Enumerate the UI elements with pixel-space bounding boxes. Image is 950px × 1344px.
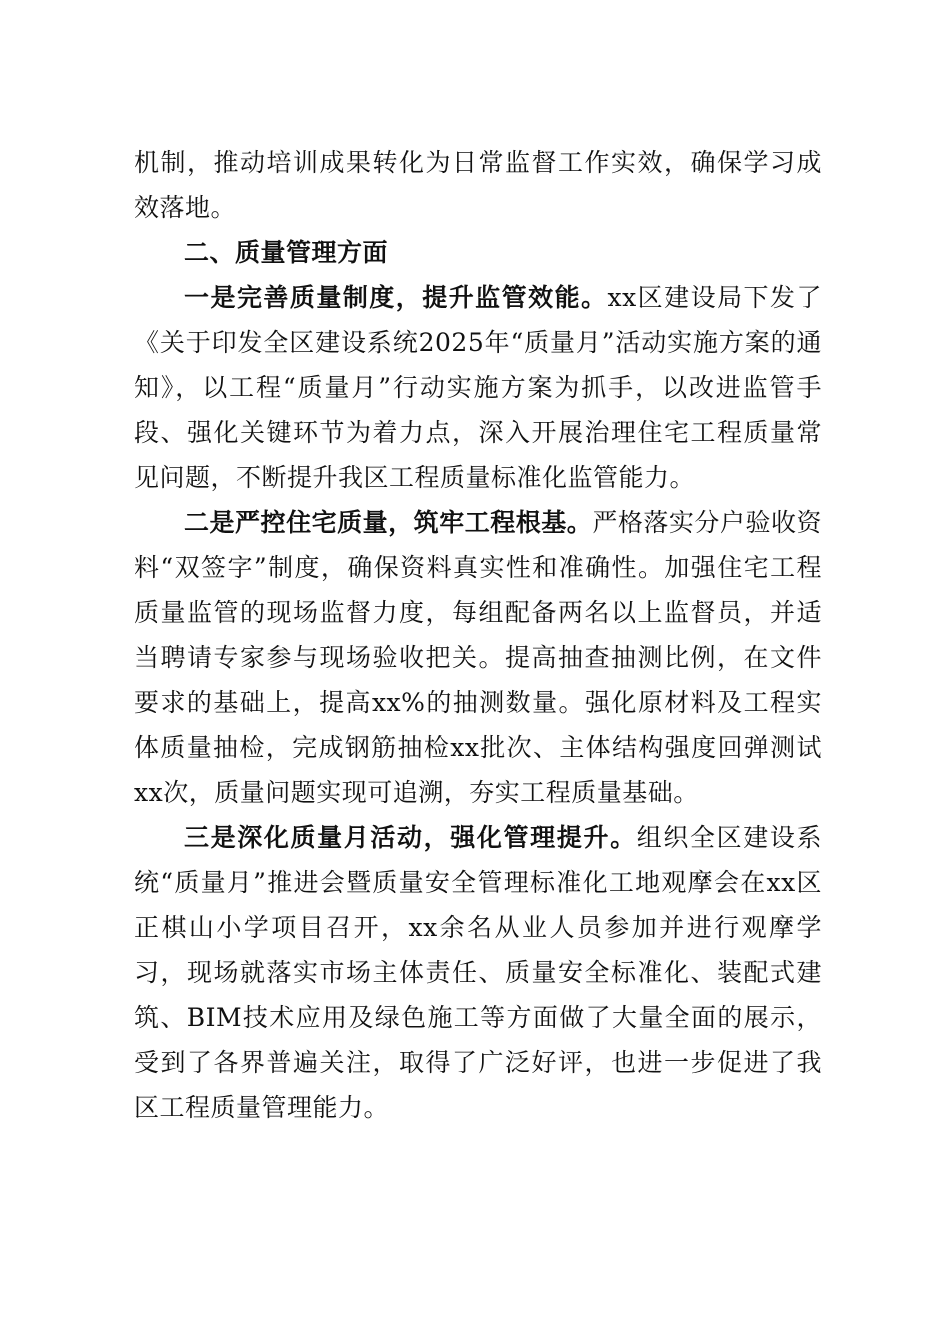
paragraph-housing-quality — [134, 500, 822, 815]
paragraph-lead: 二是严控住宅质量，筑牢工程根基。 — [184, 508, 593, 537]
paragraph-text: 机制，推动培训成果转化为日常监督工作实效，确保学习成效落地。 — [134, 148, 822, 222]
continued-paragraph — [134, 140, 822, 230]
paragraph-text: 组织全区建设系统“质量月”推进会暨质量安全管理标准化工地观摩会在xx区正棋山小学项目召开，xx余名从业人员参加并进行观摩学习，现场就落实市场主体责任、质量安全标准化、装配式建筑、BIM技术应用及绿色施工等方面做了大量全面的展示，受到了各界普遍关注，取得了广泛好评，也进一步促进了我区工程质量管理能力。 — [134, 823, 822, 1122]
document-body — [134, 140, 822, 1130]
paragraph-text: 严格落实分户验收资料“双签字”制度，确保资料真实性和准确性。加强住宅工程质量监管的现场监督力度，每组配备两名以上监督员，并适当聘请专家参与现场验收把关。提高抽查抽测比例，在文件要求的基础上，提高xx%的抽测数量。强化原材料及工程实体质量抽检，完成钢筋抽检xx批次、主体结构强度回弹测试xx次，质量问题实现可追溯，夯实工程质量基础。 — [134, 508, 822, 807]
paragraph-lead: 一是完善质量制度，提升监管效能。 — [184, 283, 608, 312]
paragraph-text: xx区建设局下发了《关于印发全区建设系统2025年“质量月”活动实施方案的通知》，以工程“质量月”行动实施方案为抓手，以改进监管手段、强化关键环节为着力点，深入开展治理住宅工程质量常见问题，不断提升我区工程质量标准化监管能力。 — [134, 283, 822, 492]
section-heading: 二、质量管理方面 — [184, 238, 389, 267]
paragraph-quality-system — [134, 275, 822, 500]
paragraph-quality-month — [134, 815, 822, 1130]
paragraph-lead: 三是深化质量月活动，强化管理提升。 — [184, 823, 637, 852]
